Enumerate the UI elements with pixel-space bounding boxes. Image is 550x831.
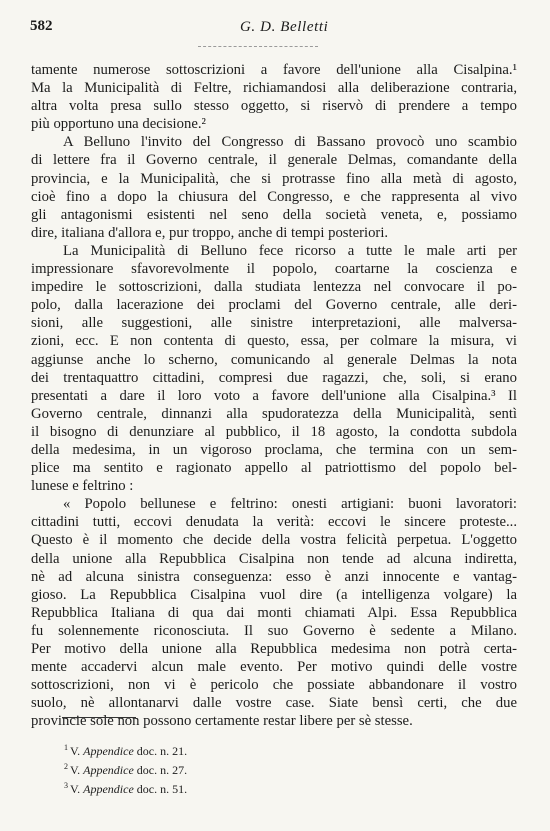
- text-line: Governo centrale, dinnanzi alla spudoratezza della Municipalità, sentì: [31, 405, 517, 422]
- text-line: dei trentaquattro cittadini, compresi due ragazzi, che, soli, si erano: [31, 369, 517, 386]
- text-line: nè ad alcuna sinistra conseguenza: esso è anzi innocente e vantag-: [31, 568, 517, 585]
- text-line: polo, dalla lacerazione dei proclami del Governo centrale, alle deri-: [31, 297, 517, 314]
- text-line: cioè fino a dopo la chiusura del Congresso, e che rappresenta al vivo: [31, 188, 517, 205]
- text-line: sottoscrizioni, non vi è pericolo che possiate abbandonare il vostro: [31, 677, 517, 694]
- footnote-prefix: V.: [70, 763, 81, 777]
- text-line: Questo è il momento che decide della vostra felicità perpetua. L'oggetto: [31, 532, 517, 549]
- footnote-prefix: V.: [70, 782, 81, 796]
- footnote: [64, 740, 187, 759]
- page-header: [30, 18, 510, 42]
- footnotes: [64, 740, 187, 797]
- footnote-ref: doc. n. 51.: [136, 782, 188, 796]
- text-line: provincie sole non possono certamente restar libere per sè stesse.: [31, 713, 413, 730]
- text-line: della medesima, in un vigoroso proclama, che termina con un sem-: [31, 441, 517, 458]
- text-line: altra volta presa sullo stesso oggetto, si riservò di prendere a tempo: [31, 98, 517, 115]
- text-line: Ma la Municipalità di Feltre, richiamandosi alla deliberazione contraria,: [31, 80, 517, 97]
- text-line: di lettere fra il Governo centrale, il generale Delmas, comandante della: [31, 152, 517, 169]
- text-line: zioni, ecc. E non contenta di questo, essa, per colmare la misura, vi: [31, 333, 517, 350]
- footnote-prefix: V.: [70, 744, 81, 758]
- text-line: plice ma sentito e ragionato appello al patriottismo del popolo bel-: [31, 460, 517, 477]
- text-line: mente accadervi alcun male evento. Per motivo quindi delle vostre: [31, 659, 517, 676]
- text-line: Repubblica Italiana di qua dai monti chiamati Alpi. Essa Repubblica: [31, 604, 517, 621]
- text-line: « Popolo bellunese e feltrino: onesti artigiani: buoni lavoratori:: [63, 496, 517, 513]
- text-line: gli antagonismi esistenti nel seno della società veneta, e, possiamo: [31, 206, 517, 223]
- text-line: più opportuno una decisione.²: [31, 116, 206, 133]
- text-line: suolo, nè allontanarvi dalle vostre case. Siate bensì certi, che due: [31, 695, 517, 712]
- text-line: sioni, alle suggestioni, alle sinistre interpretazioni, alle malversa-: [31, 315, 517, 332]
- text-line: dire, italiana d'allora e, pur troppo, anche di tempi posteriori.: [31, 224, 389, 241]
- footnote-italic: Appendice: [83, 763, 134, 777]
- footnote-mark: 2: [64, 762, 68, 771]
- text-line: fu solennemente riconosciuta. Il suo Governo è sedente a Milano.: [31, 622, 517, 639]
- text-line: cittadini tutti, eccovi denudata la verità: eccovi le sincere proteste...: [31, 514, 517, 531]
- body-text: [31, 61, 517, 730]
- text-line: provincia, e la Municipalità, che si protrasse fino alla metà di agosto,: [31, 170, 517, 187]
- text-line: il bisogno di denunziare al pubblico, il 18 agosto, la condotta subdola: [31, 423, 517, 440]
- footnote-ref: doc. n. 21.: [136, 744, 188, 758]
- header-rule: [198, 46, 318, 47]
- footnote-italic: Appendice: [83, 782, 134, 796]
- running-head: G. D. Belletti: [240, 19, 329, 35]
- text-line: impressionare sfavorevolmente il popolo, coartarne la coscienza e: [31, 261, 517, 278]
- text-line: presentati a dare il loro voto a favore dell'unione alla Cisalpina.³ Il: [31, 387, 517, 404]
- text-line: gioso. La Repubblica Cisalpina vuol dire (a intelligenza volgare) la: [31, 586, 517, 603]
- text-line: della unione alla Repubblica Cisalpina non tende ad alcuna indiretta,: [31, 550, 517, 567]
- text-line: impedire le sottoscrizioni, dalla studiata lentezza nel convocare il po-: [31, 279, 517, 296]
- footnote-mark: 1: [64, 743, 68, 752]
- text-line: lunese e feltrino :: [31, 478, 134, 495]
- text-line: La Municipalità di Belluno fece ricorso a tutte le male arti per: [63, 242, 517, 259]
- text-line: Per motivo della unione alla Repubblica medesima non potrà certa-: [31, 641, 517, 657]
- footnote-rule: [62, 717, 136, 718]
- footnote: [64, 778, 187, 797]
- page-number: 582: [30, 18, 53, 34]
- text-line: aggiunse anche lo scherno, comunicando al generale Delmas la nota: [31, 351, 517, 368]
- text-line: A Belluno l'invito del Congresso di Bassano provocò uno scambio: [63, 134, 517, 151]
- text-line: tamente numerose sottoscrizioni a favore dell'unione alla Cisalpina.¹: [31, 62, 517, 78]
- footnote-ref: doc. n. 27.: [136, 763, 188, 777]
- footnote-mark: 3: [64, 781, 68, 790]
- footnote-italic: Appendice: [83, 744, 134, 758]
- footnote: [64, 759, 187, 778]
